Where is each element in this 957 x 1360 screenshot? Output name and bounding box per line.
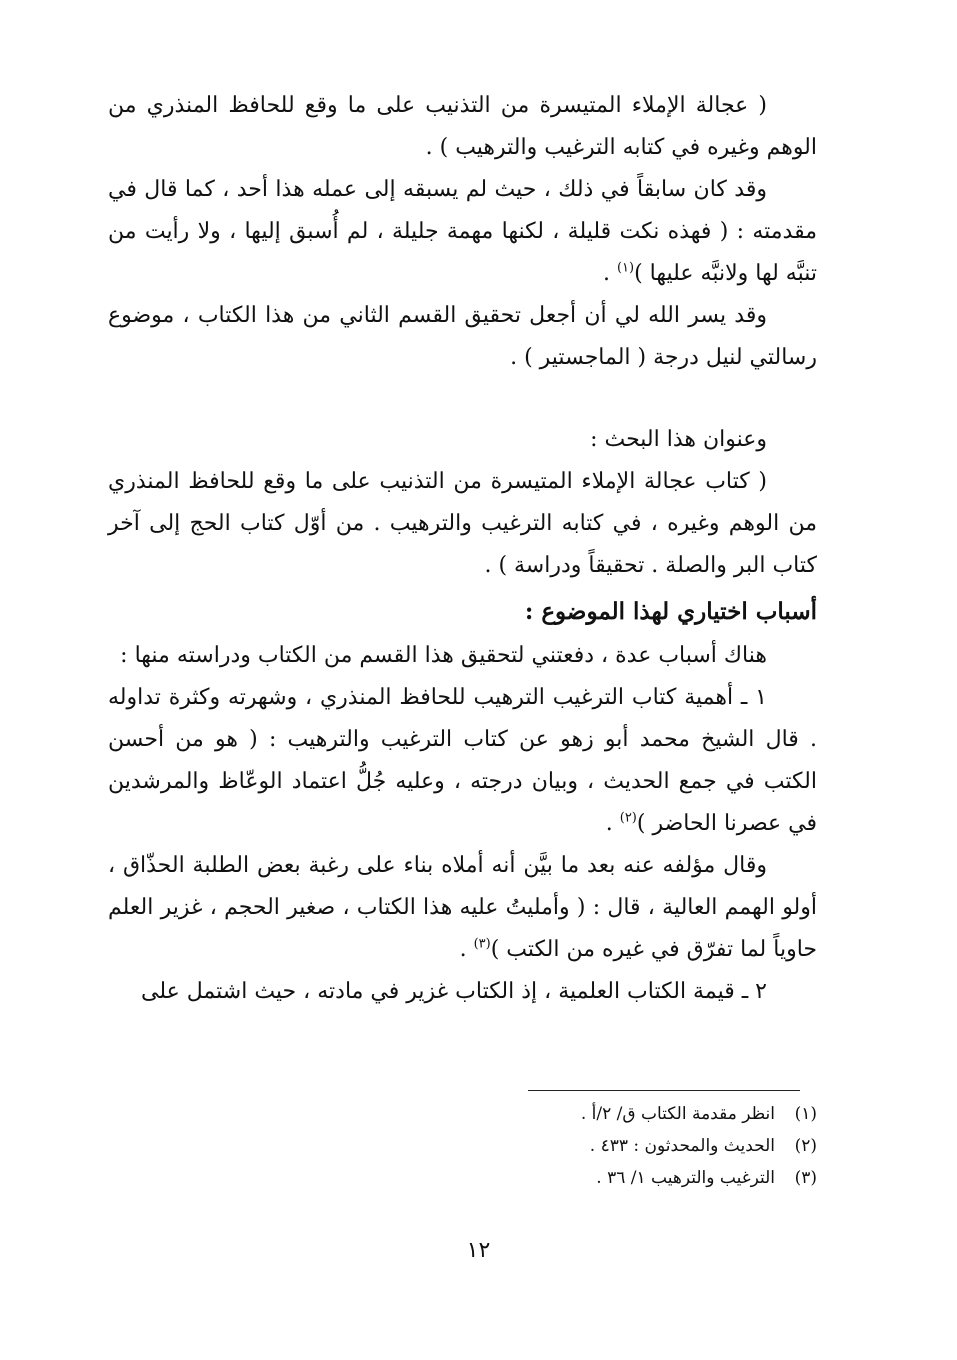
paragraph-text: وقد كان سابقاً في ذلك ، حيث لم يسبقه إلى عمله هذا أحد ، كما قال في مقدمته : ( فهذه نكت قليلة ، لكنها مهمة جليلة ، لم أُسبق إليها ، ولا رأيت من تنبَّه لها ولانبَّه عليها ): [108, 177, 817, 286]
footnote-number: (٢): [794, 1136, 817, 1156]
footnote-ref-1[interactable]: (١): [616, 260, 635, 276]
footnote-divider: [528, 1090, 800, 1091]
footnote-number: (٣): [794, 1168, 817, 1188]
footnote-text: الحديث والمحدثون : ٤٣٣ .: [589, 1136, 775, 1156]
paragraph-reasons-intro: هناك أسباب عدة ، دفعتني لتحقيق هذا القسم من الكتاب ودراسته منها :: [120, 643, 767, 668]
paragraph-author-quote: [108, 845, 817, 971]
paragraph-text: ١ ـ أهمية كتاب الترغيب الترهيب للحافظ المنذري ، وشهرته وكثرة تداوله . قال الشيخ محمد أبو زهو عن كتاب الترغيب والترهيب : ( هو من أحسن الكتب في جمع الحديث ، وبيان درجته ، وعليه جُلُّ اعتماد الوعّاظ والمرشدين في عصرنا الحاضر ): [108, 685, 817, 836]
footnote-text: الترغيب والترهيب ١/ ٣٦ .: [596, 1168, 775, 1188]
paragraph-text: وقال مؤلفه عنه بعد ما بيَّن أنه أملاه بناء على رغبة بعض الطلبة الحذّاق ، أولو الهمم العالية ، قال : ( وأمليتُ عليه هذا الكتاب ، صغير الحجم ، غزير العلم حاوياً لما تفرّق في غيره من الكتب ): [108, 853, 817, 962]
footnote-number: (١): [794, 1104, 817, 1124]
footnote-text: انظر مقدمة الكتاب ق/ ٢/أ .: [580, 1104, 775, 1124]
paragraph-thesis: وقد يسر الله لي أن أجعل تحقيق القسم الثاني من هذا الكتاب ، موضوع رسالتي لنيل درجة ( الماجستير ) .: [108, 303, 817, 370]
footnotes: [300, 1098, 817, 1194]
paragraph-end: .: [605, 811, 620, 836]
paragraph-research-title-label: وعنوان هذا البحث :: [590, 427, 767, 452]
paragraph-end: .: [602, 261, 617, 286]
footnote-ref-2[interactable]: (٢): [619, 810, 637, 826]
main-text: [108, 85, 817, 1013]
paragraph-research-title: ( كتاب عجالة الإملاء المتيسرة من التذنيب على ما وقع للحافظ المنذري من الوهم وغيره ، في كتابه الترغيب والترهيب . من أوّل كتاب الحج إلى آخر كتاب البر والصلة . تحقيقاً ودراسة ) .: [108, 469, 817, 578]
footnote-ref-3[interactable]: (٣): [473, 936, 491, 952]
footnote-item: [300, 1162, 817, 1194]
footnote-item: [300, 1098, 817, 1130]
paragraph-precedence: [108, 169, 817, 295]
footnote-item: [300, 1130, 817, 1162]
paragraph-title-quote: ( عجالة الإملاء المتيسرة من التذنيب على ما وقع للحافظ المنذري من الوهم وغيره في كتابه الترغيب والترهيب ) .: [108, 93, 817, 160]
paragraph-reason-1: [108, 677, 817, 845]
page-number: ١٢: [466, 1238, 491, 1263]
paragraph-reason-2: ٢ ـ قيمة الكتاب العلمية ، إذ الكتاب غزير في مادته ، حيث اشتمل على: [141, 979, 767, 1004]
paragraph-end: .: [459, 937, 474, 962]
section-heading: أسباب اختياري لهذا الموضوع :: [524, 598, 817, 625]
paragraph-gap: [108, 379, 817, 419]
